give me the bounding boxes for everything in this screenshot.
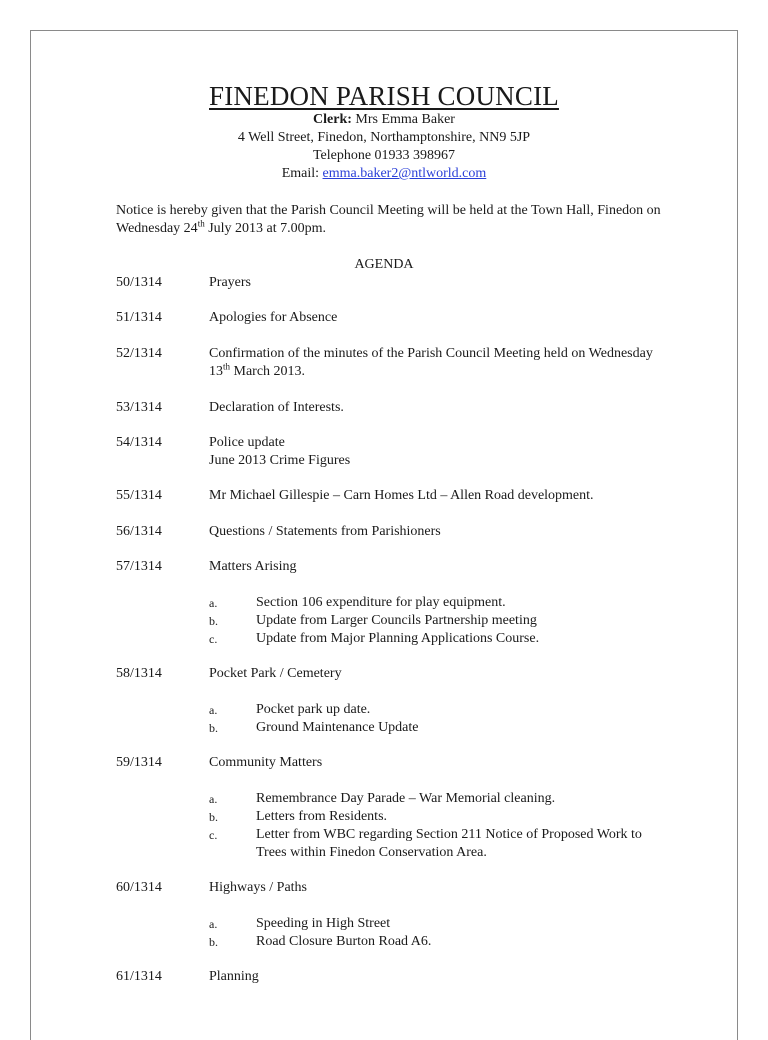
agenda-item-text: Planning — [209, 969, 259, 984]
agenda-item-number: 54/1314 — [116, 435, 162, 450]
sub-item-letter: a. — [209, 792, 218, 806]
agenda-item-text: Matters Arising — [209, 559, 297, 574]
sub-item-text: Section 106 expenditure for play equipment. — [256, 595, 506, 610]
sub-item-letter: b. — [209, 810, 218, 824]
agenda-item-number: 59/1314 — [116, 755, 162, 770]
agenda-item-text: Mr Michael Gillespie – Carn Homes Ltd – Allen Road development. — [209, 488, 594, 503]
email-line — [31, 166, 737, 182]
sub-item-text: Road Closure Burton Road A6. — [256, 934, 432, 949]
sub-item-text: Letters from Residents. — [256, 809, 388, 824]
sub-item-letter: c. — [209, 828, 218, 842]
agenda-item-text: Prayers — [209, 275, 251, 290]
sub-item-letter: a. — [209, 703, 218, 717]
council-address: 4 Well Street, Finedon, Northamptonshire, NN9 5JP — [237, 130, 531, 145]
agenda-item-text: Highways / Paths — [209, 880, 307, 895]
agenda-item-text — [209, 345, 669, 381]
sub-item-letter: c. — [209, 632, 218, 646]
agenda-item-number: 56/1314 — [116, 524, 162, 539]
agenda-item-text-end: March 2013. — [230, 364, 306, 379]
sub-item-text: Ground Maintenance Update — [256, 720, 419, 735]
sub-item-text: Update from Major Planning Applications Course. — [256, 631, 540, 646]
agenda-item-number: 58/1314 — [116, 666, 162, 681]
agenda-item-number: 52/1314 — [116, 346, 162, 361]
agenda-item-number: 60/1314 — [116, 880, 162, 895]
notice-text: Notice is hereby given that the Parish Council Meeting will be held at the Town Hall, Finedon on Wednesday 24 — [116, 203, 661, 236]
notice-ordinal: th — [197, 218, 205, 229]
agenda-item-number: 53/1314 — [116, 400, 162, 415]
email-label: Email: — [281, 166, 323, 181]
council-telephone: Telephone 01933 398967 — [312, 148, 456, 163]
agenda-item-text: Pocket Park / Cemetery — [209, 666, 342, 681]
council-title: FINEDON PARISH COUNCIL — [209, 81, 559, 111]
agenda-item-text-start: Confirmation of the minutes of the Parish Council Meeting held on Wednesday 13 — [209, 346, 653, 379]
agenda-heading: AGENDA — [354, 257, 414, 272]
agenda-item-line-1: Police update — [209, 435, 285, 450]
sub-item-text: Update from Larger Councils Partnership meeting — [256, 613, 537, 628]
clerk-line — [31, 112, 737, 128]
clerk-label: Clerk: — [313, 112, 352, 127]
agenda-item-text: Apologies for Absence — [209, 310, 338, 325]
sub-item-letter: a. — [209, 596, 218, 610]
agenda-item-ordinal: th — [223, 361, 231, 372]
agenda-item-number: 55/1314 — [116, 488, 162, 503]
document-page — [30, 30, 738, 1040]
sub-item-text: Speeding in High Street — [256, 916, 391, 931]
agenda-item-text: Declaration of Interests. — [209, 400, 344, 415]
email-link[interactable]: emma.baker2@ntlworld.com — [322, 166, 487, 181]
sub-item-letter: b. — [209, 935, 218, 949]
meeting-notice — [116, 202, 676, 238]
agenda-item-number: 51/1314 — [116, 310, 162, 325]
agenda-item-number: 57/1314 — [116, 559, 162, 574]
sub-item-text: Pocket park up date. — [256, 702, 371, 717]
agenda-item-line-2: June 2013 Crime Figures — [209, 453, 351, 468]
sub-item-letter: b. — [209, 614, 218, 628]
sub-item-letter: b. — [209, 721, 218, 735]
agenda-item-number: 50/1314 — [116, 275, 162, 290]
agenda-item-text: Community Matters — [209, 755, 323, 770]
sub-item-letter: a. — [209, 917, 218, 931]
agenda-item-text: Questions / Statements from Parishioners — [209, 524, 441, 539]
notice-text-end: July 2013 at 7.00pm. — [204, 221, 327, 236]
agenda-item-text — [209, 434, 669, 470]
agenda-item-number: 61/1314 — [116, 969, 162, 984]
sub-item-text: Letter from WBC regarding Section 211 Notice of Proposed Work to Trees within Finedon Conservation Area. — [256, 827, 642, 860]
sub-item-text: Remembrance Day Parade – War Memorial cleaning. — [256, 791, 556, 806]
clerk-name: Mrs Emma Baker — [351, 112, 455, 127]
